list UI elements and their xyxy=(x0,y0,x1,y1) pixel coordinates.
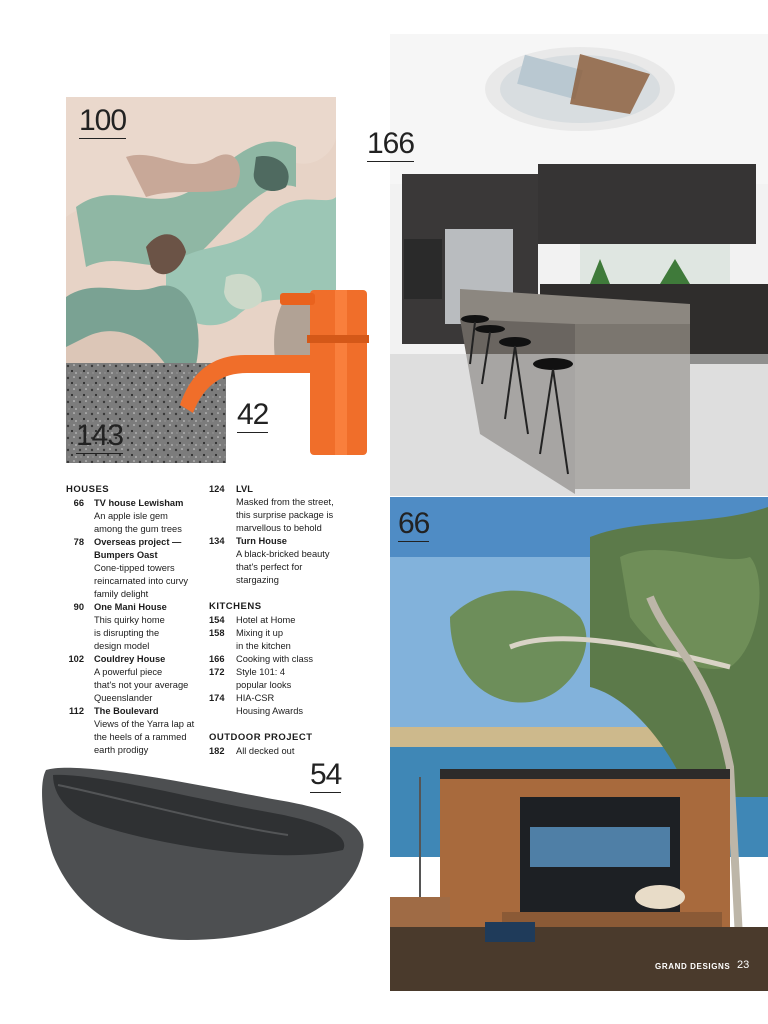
section-heading-kitchens: KITCHENS xyxy=(209,601,262,612)
entry-desc: Views of the Yarra lap at the heels of a rammed earth prodigy xyxy=(94,719,195,755)
entry-page: 124 xyxy=(209,484,225,494)
entry-title: The Boulevard xyxy=(94,706,159,716)
toc-entry[interactable] xyxy=(209,666,359,692)
footer-brand: GRAND DESIGNS xyxy=(655,962,731,971)
entry-desc: This quirky home is disrupting the design model xyxy=(94,615,165,651)
entry-page: 158 xyxy=(209,628,225,638)
entry-desc: HIA-CSR Housing Awards xyxy=(236,693,304,716)
entry-page: 154 xyxy=(209,615,225,625)
section-heading-outdoor: OUTDOOR PROJECT xyxy=(209,732,313,743)
entry-page: 172 xyxy=(209,667,225,677)
entry-page: 182 xyxy=(209,746,225,756)
toc-entry[interactable] xyxy=(209,745,359,758)
orange-tap-icon xyxy=(175,285,375,460)
entry-title: Overseas project — Bumpers Oast xyxy=(94,537,182,560)
toc-entry[interactable] xyxy=(209,627,359,653)
entry-desc: Cooking with class xyxy=(236,654,313,664)
entry-title: One Mani House xyxy=(94,602,167,612)
toc-entry[interactable] xyxy=(209,483,359,535)
entry-page: 90 xyxy=(73,602,84,612)
toc-houses xyxy=(66,483,206,757)
entry-desc: All decked out xyxy=(236,746,295,756)
toc-entry[interactable] xyxy=(66,536,206,601)
page-number-166: 166 xyxy=(367,127,415,160)
toc-right-column xyxy=(209,483,359,758)
entry-title: Couldrey House xyxy=(94,654,166,664)
page-number-100: 100 xyxy=(79,104,127,137)
toc-entry[interactable] xyxy=(66,601,206,653)
page-number-143: 143 xyxy=(76,419,124,452)
entry-desc: Hotel at Home xyxy=(236,615,296,625)
entry-page: 134 xyxy=(209,536,225,546)
toc-entry[interactable] xyxy=(209,653,359,666)
toc-entry[interactable] xyxy=(66,705,206,757)
toc-entry[interactable] xyxy=(209,614,359,627)
entry-title: LVL xyxy=(236,484,253,494)
entry-desc: Mixing it up in the kitchen xyxy=(236,628,291,651)
entry-page: 66 xyxy=(73,498,84,508)
entry-page: 166 xyxy=(209,654,225,664)
toc-entry[interactable] xyxy=(66,497,206,536)
entry-title: Turn House xyxy=(236,536,287,546)
toc-entry[interactable] xyxy=(209,692,359,718)
section-heading-houses: HOUSES xyxy=(66,484,110,495)
entry-page: 78 xyxy=(73,537,84,547)
house-photo xyxy=(390,497,768,991)
toc-entry[interactable] xyxy=(66,653,206,705)
entry-desc: A black-bricked beauty that's perfect for stargazing xyxy=(236,549,330,585)
entry-desc: A powerful piece that's not your average Queenslander xyxy=(94,667,189,703)
page-number-42: 42 xyxy=(237,398,269,431)
page-number-54: 54 xyxy=(310,758,342,791)
entry-page: 174 xyxy=(209,693,225,703)
entry-title: TV house Lewisham xyxy=(94,498,184,508)
toc-entry[interactable] xyxy=(209,535,359,587)
footer-page-number: 23 xyxy=(737,959,750,971)
entry-desc: An apple isle gem among the gum trees xyxy=(94,511,182,534)
entry-desc: Style 101: 4 popular looks xyxy=(236,667,292,690)
kitchen-photo xyxy=(390,34,768,496)
entry-desc: Masked from the street, this surprise package is marvellous to behold xyxy=(236,497,334,533)
entry-page: 112 xyxy=(69,706,84,716)
page-number-66: 66 xyxy=(398,507,430,540)
entry-desc: Cone-tipped towers reincarnated into curvy family delight xyxy=(94,563,189,599)
entry-page: 102 xyxy=(68,654,84,664)
